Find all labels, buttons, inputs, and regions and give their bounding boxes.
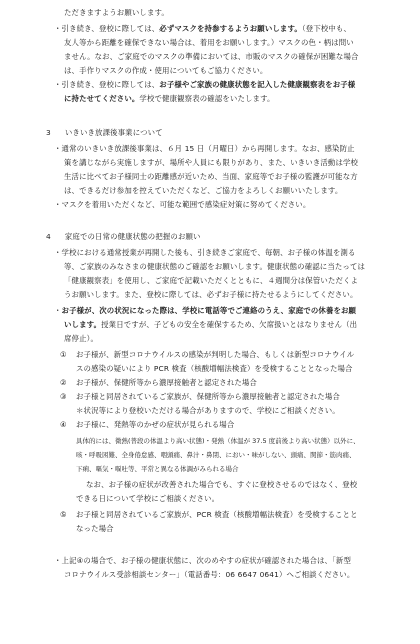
- improvement-note-cont: できる日について学校にご相談ください。: [76, 494, 220, 503]
- section-4-number: 4: [46, 232, 51, 241]
- continued-line: ただきますようお願いします。: [64, 8, 169, 17]
- mask-line-5: は、手作りマスクの作成・使用についてもご協力ください。: [64, 66, 268, 75]
- item-1-text: お子様が、新型コロナウイルスの感染が判明した場合、もしくは新型コロナウイル: [76, 350, 355, 359]
- section-4-line: うお願いします。また、登校に際しては、必ずお子様に持たせるようにしてください。: [64, 290, 358, 299]
- health-line-2: [64, 94, 275, 104]
- improvement-note: なお、お子様の症状が改善された場合でも、すぐに登校させるのではなく、登校: [86, 480, 358, 489]
- mask-line-3: 友人等から距離を確保できない場合は、着用をお願いします。）マスクの色・柄は問い: [64, 38, 354, 47]
- health-emphasis-cont: に持たせてください。: [64, 94, 140, 103]
- item-4-mark: ④: [60, 420, 67, 429]
- consultation-line-2: コロナウイルス受診相談センター」（電話番号：06 6647 0641）へご相談ください。: [64, 570, 355, 579]
- section-3-line: ・マスクを着用いただくなど、可能な範囲で感染症対策に努めてください。: [54, 200, 311, 209]
- item-2-text: お子様が、保健所等から濃厚接触者と認定された場合: [76, 378, 257, 387]
- section-3-line: 生活に比べてお子様同士の距離感が近いため、当面、家庭等でお子様の監護が可能な方: [64, 172, 358, 181]
- section-4-line: 「健康観察表」を使用し、ご家庭で記載いただくとともに、４週間分は保管いただくよ: [64, 276, 359, 285]
- notice-line-3: 席停止）。: [64, 334, 99, 343]
- item-3-note: ＊状況等により登校いただける場合がありますので、学校にご相談ください。: [76, 406, 340, 415]
- section-3-line: は、できるだけ参加を控えていただくなど、ご協力をよろしくお願いいたします。: [64, 186, 343, 195]
- section-3-title: いきいき放課後事業について: [64, 128, 163, 137]
- mask-intro: 引き続き、登校に際しては、: [61, 24, 160, 33]
- section-3-line: ・通常のいきいき放課後事業は、６月 15 日（月曜日）から再開します。なお、感染防止: [54, 144, 355, 153]
- bold-notice: お子様が、次の状況になった際は、学校に電話等でご連絡のうえ、家庭での休養をお願: [61, 306, 357, 315]
- section-4-title: 家庭での日常の健康状態の把握のお願い: [64, 232, 201, 241]
- symptoms-line: 下痢、嘔気・嘔吐等、平常と異なる体調がみられる場合: [76, 465, 239, 473]
- item-1-mark: ①: [60, 350, 67, 359]
- health-emphasis: お子様やご家族の健康状態を記入した健康観察表をお子様: [159, 80, 356, 89]
- item-5-text: お子様と同居されているご家族が、PCR 検査（核酸増幅法検査）を受検することと: [76, 510, 358, 519]
- mask-emphasis: 必ずマスクを持参するようお願いします。: [159, 24, 302, 33]
- section-3-heading: [46, 128, 163, 138]
- health-bullet-line: [54, 80, 355, 90]
- section-4-heading: [46, 232, 201, 242]
- item-1-text-cont: スの感染の疑いにより PCR 検査（核酸増幅法検査）を受検することとなった場合: [76, 364, 353, 373]
- notice-rest: 授業日ですが、子どもの安全を確保するため、欠席扱いとはなりません（出: [101, 320, 358, 329]
- bullet: ・: [54, 80, 62, 89]
- item-4-text: お子様に、発熱等のかぜの症状が見られる場合: [76, 420, 235, 429]
- bold-notice-cont: いします。: [64, 320, 102, 329]
- bullet: ・: [54, 306, 62, 315]
- section-3-number: 3: [46, 128, 51, 137]
- mask-line-4: ません。なお、ご家庭でのマスクの準備においては、市販のマスクの確保が困難な場合: [64, 52, 359, 61]
- bold-notice-line: [54, 306, 356, 316]
- bullet: ・: [54, 24, 62, 33]
- mask-bullet-line: [54, 24, 351, 34]
- section-4-line: ・学校における通常授業が再開した後も、引き続きご家庭で、毎朝、お子様の体温を測る: [54, 248, 356, 257]
- item-3-text: お子様と同居されているご家族が、保健所等から濃厚接触者と認定された場合: [76, 392, 340, 401]
- symptoms-line: 具体的には、微熱(普段の体温より高い状態)・発熱（体温が 37.5 度前後より高い状態）以外に、: [76, 437, 360, 445]
- item-5-text-cont: なった場合: [76, 524, 114, 533]
- health-check-note: 学校で健康観察表の確認をいたします。: [139, 94, 275, 103]
- item-2-mark: ②: [60, 378, 67, 387]
- health-intro: 引き続き、登校に際しては、: [61, 80, 160, 89]
- section-3-line: 策を講じながら実施しますが、場所や人員にも限りがあり、また、いきいき活動は学校: [64, 158, 359, 167]
- item-5-mark: ⑤: [60, 510, 67, 519]
- consultation-line: ・上記④の場合で、お子様の健康状態に、次のめやすの症状が確認された場合は、「新型: [54, 556, 352, 565]
- mask-paren: （登下校中も、: [301, 24, 352, 33]
- section-4-line: 等、ご家族のみなさまの健康状態のご確認をお願いします。健康状態の確認に当たっては: [64, 262, 366, 271]
- bold-notice-line-2: [64, 320, 357, 330]
- symptoms-line: 咳・呼吸困難、全身倦怠感、咽頭痛、鼻汁・鼻閉、におい・味がしない、頭痛、関節・筋肉痛、: [76, 451, 356, 459]
- item-3-mark: ③: [60, 392, 67, 401]
